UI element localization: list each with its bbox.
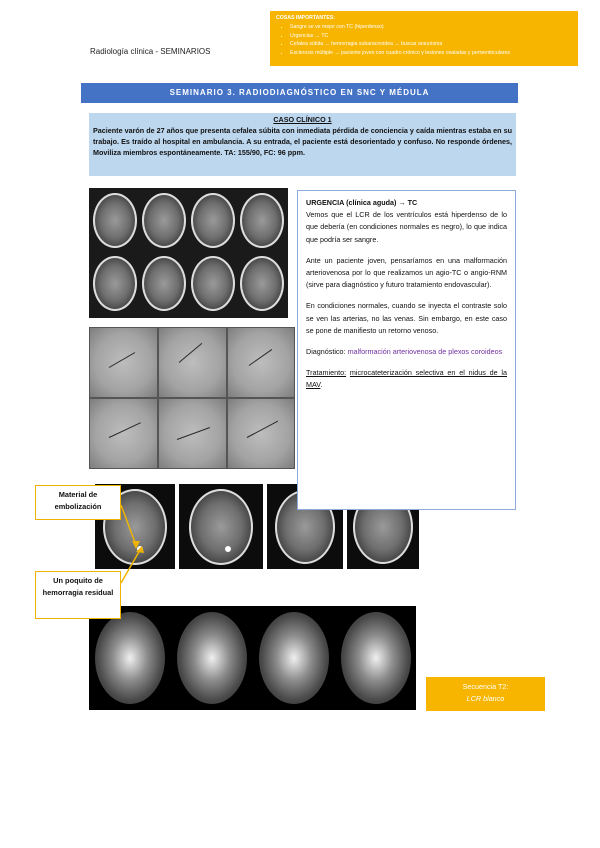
embolization-callout: Material de embolización	[35, 485, 121, 520]
arrow-line	[121, 505, 136, 545]
diagnosis-label: Diagnóstico:	[306, 347, 346, 357]
t2-sequence-box	[426, 677, 545, 711]
urgency-title: URGENCIA (clínica aguda) → TC	[306, 198, 418, 207]
urgency-body: Vemos que el LCR de los ventrículos está hiperdenso de lo que debería (en condiciones normales es negro), lo que indica que podría ser sangre.	[306, 210, 507, 244]
treatment-value: microcateterización selectiva en el nidus de la MAV	[306, 368, 507, 390]
diagnosis-value: malformación arteriovenosa de plexos coroideos	[347, 347, 503, 357]
note-item: • Urgencias → TC	[290, 32, 572, 41]
arrowhead	[132, 541, 140, 549]
t2-note: LCR blanco	[466, 694, 505, 703]
mav-paragraph: Ante un paciente joven, pensaríamos en una malformación arteriovenosa por lo que realizamos un agio-TC o angio-RNM (sirve para diagnóstico y futuro tratamiento endovascular).	[306, 255, 507, 290]
seminar-banner: SEMINARIO 3. RADIODIAGNÓSTICO EN SNC Y MÉDULA	[81, 83, 518, 103]
treatment-end: .	[320, 380, 323, 390]
note-item: • Esclerosis múltiple → paciente joven con cuadro crónico y lesiones ovaladas y periventriculares	[290, 49, 572, 58]
note-item: • Cefalea súbita → hemorragia subaracnoidea → buscar aneurisma	[290, 40, 572, 49]
residual-hemorrhage-callout: Un poquito de hemorragia residual	[35, 571, 121, 619]
arrow-line	[121, 550, 140, 583]
note-item: • Sangre se ve mejor con TC (hiperdenso)	[290, 23, 572, 32]
case-text: Paciente varón de 27 años que presenta cefalea súbita con inmediata pérdida de conciencia y caída mientras estaba en su trabajo. Es traído al hospital en ambulancia. A su entrada, el paciente está desorientado y confuso. No responde órdenes, Moviliza miembros espontáneamente. TA: 155/90, FC: 96 ppm.	[93, 126, 512, 157]
venous-return-paragraph: En condiciones normales, cuando se inyecta el contraste solo se ven las arterias, no las venas. Sin embargo, en este caso se pone de manifiesto un retorno venoso.	[306, 301, 507, 335]
arrowhead	[136, 546, 144, 553]
document-title: Radiología clínica - SEMINARIOS	[90, 47, 211, 56]
treatment-label: Tratamiento:	[306, 368, 347, 378]
case-title: CASO CLÍNICO 1	[273, 115, 332, 124]
notes-title: COSAS IMPORTANTES:	[276, 15, 335, 21]
t2-title: Secuencia T2:	[462, 682, 509, 691]
